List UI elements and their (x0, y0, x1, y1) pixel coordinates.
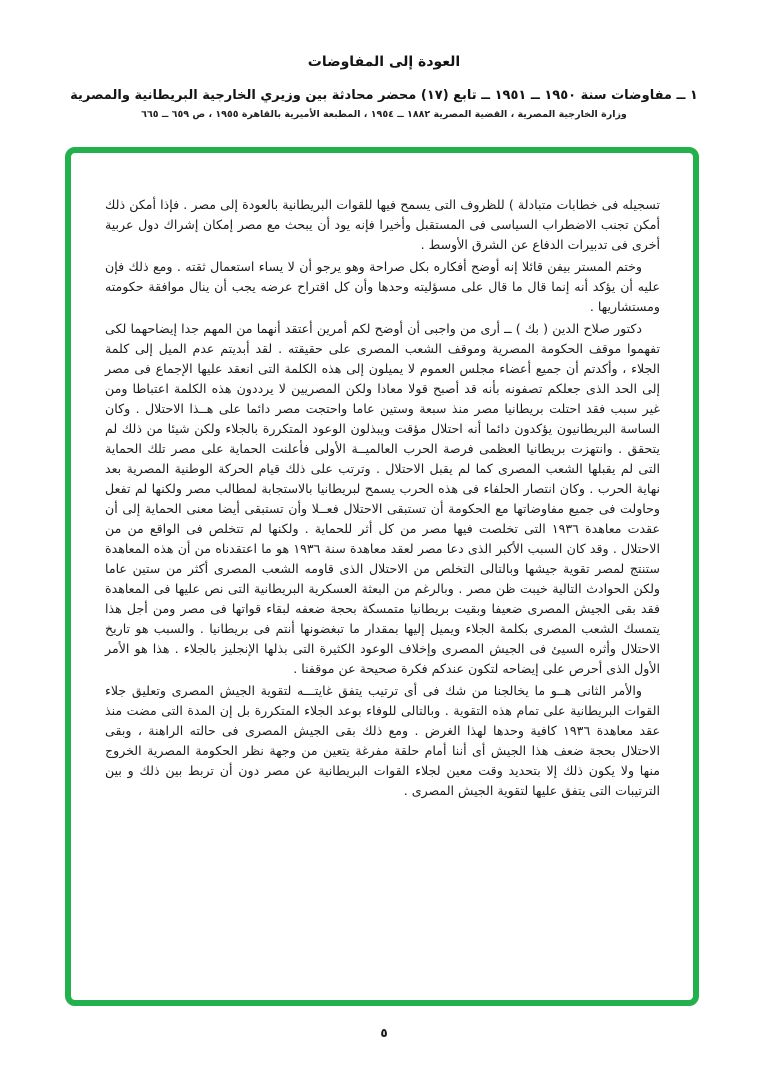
green-highlight-frame (65, 147, 699, 1006)
page-title: العودة إلى المفاوضات (307, 54, 461, 70)
paragraph: والأمر الثانى هــو ما يخالجنا من شك فى أى ترتيب يتفق غايتـــه لتقوية الجيش المصرى وتعليق جلاء القوات البريطانية على تمام هذه التقوية . وبالتالى للوفاء بوعد الجلاء المتكررة بل إن المدة التى مضت منذ عقد معاهدة ١٩٣٦ كافية وحدها لهذا الغرض . ومع ذلك بقى الجيش المصرى فى حالته الراهنة ، وبقى الاحتلال بحجة ضعف هذا الجيش أى أننا أمام حلقة مفرغة يتعين من وجهة نظر الحكومة المصرية الخروج منها ولا يكون ذلك إلا بتحديد وقت معين لجلاء القوات البريطانية عن مصر دون أن تربط بين ذلك و بين الترتيبات التى يتفق عليها لتقوية الجيش المصرى . (105, 683, 660, 798)
paragraph: تسجيله فى خطابات متبادلة ) للظروف التى يسمح فيها للقوات البريطانية بالعودة إلى مصر . فإذا أمكن ذلك أمكن تجنب الاضطراب السياسى فى المستقبل وأخيرا فإنه يود أن يبحث مع مصر إمكان إشراك دول عربية أخرى فى تدبيرات الدفاع عن الشرق الأوسط . (105, 197, 660, 252)
page-number: ٥ (380, 1026, 388, 1040)
source-citation: وزارة الخارجية المصرية ، القضية المصرية ١٨٨٢ ــ ١٩٥٤ ، المطبعة الأميرية بالقاهرة ١٩٥٥ ، ص ٦٥٩ ــ ٦٦٥ (141, 109, 627, 120)
document-body-text (105, 195, 660, 803)
document-heading: ١ ــ مفاوضات سنة ١٩٥٠ ــ ١٩٥١ ــ تابع (١٧) محضر محادثة بين وزيري الخارجية البريطانية والمصرية (70, 88, 698, 103)
paragraph: دكتور صلاح الدين ( بك ) ــ أرى من واجبى أن أوضح لكم أمرين أعتقد أنهما من المهم جدا إيضاحهما لكى تفهموا موقف الحكومة المصرية وموقف الشعب المصرى على حقيقته . لقد أبديتم عدم الميل إلى كلمة الجلاء ، وأكدتم أن جميع أعضاء مجلس العموم لا يميلون إلى هذه الكلمة التى انعقد عليها الإجماع فى مصر إلى الحد الذى جعلكم تصفونه بأنه قد أصبح قولا معادا ولكن المصريين لا يرددون هذه الكلمة اعتباطا ومن غير سبب فقد احتلت بريطانيا مصر منذ سبعة وستين عاما واحتجت مصر دائما على هــذا الاحتلال . وكان الساسة البريطانيون يؤكدون دائما أنه احتلال مؤقت ويبذلون الوعود المتكررة بالجلاء ولكن شيئا من ذلك لم يتحقق . وانتهزت بريطانيا العظمى فرصة الحرب العالميــة الأولى فأعلنت الحماية على مصر تلك الحماية التى لم يقبلها الشعب المصرى كما لم يقبل الاحتلال . وترتب على ذلك قيام الحركة الوطنية المصرية بعد نهاية الحرب . وكان انتصار الحلفاء فى هذه الحرب يسمح لبريطانيا بالاستجابة لمطالب مصر ولكنها لم تفعل وحاولت فى جميع مفاوضاتها مع الحكومة أن تستبقى الاحتلال فعــلا وأن تستبقى أيضا معنى الحماية إلى أن عقدت معاهدة ١٩٣٦ التى تخلصت فيها مصر من كل أثر للحماية . ولكنها لم تتخلص فى الواقع من من الاحتلال . وقد كان السبب الأكبر الذى دعا مصر لعقد معاهدة سنة ١٩٣٦ هو ما اعتقدناه من أن هذه المعاهدة ستنتج لمصر تقوية جيشها وبالتالى التخلص من الاحتلال الذى قاومه الشعب المصرى أكثر من ستين عاما ولكن الحوادث التالية خيبت ظن مصر . وبالرغم من البعثة العسكرية البريطانية التى نص عليها فى المعاهدة فقد بقى الجيش المصرى ضعيفا وبقيت بريطانيا متمسكة بحجة ضعفه لبقاء قواتها فى مصر ومن أجل هذا يتمسك الشعب المصرى بكلمة الجلاء ويميل إليها بمقدار ما تبغضونها أنتم فى بريطانيا . والسبب هو تاريخ الاحتلال وأثره السيئ فى الجيش المصرى وإخلاف الوعود الكثيرة التى بذلها الإنجليز بالجلاء . هذا هو الأمر الأول الذى أحرص على إيضاحه لتكون عندكم فكرة صحيحة عن موقفنا . (105, 321, 661, 676)
paragraph: وختم المستر بيفن قائلا إنه أوضح أفكاره بكل صراحة وهو يرجو أن لا يساء استعمال ثقته . ومع ذلك فإن عليه أن يؤكد أنه إنما قال ما قال على مسؤليته وحدها وأن كل اقتراح عرضه يجب أن ينال موافقة حكومته ومستشاريها . (105, 259, 660, 314)
